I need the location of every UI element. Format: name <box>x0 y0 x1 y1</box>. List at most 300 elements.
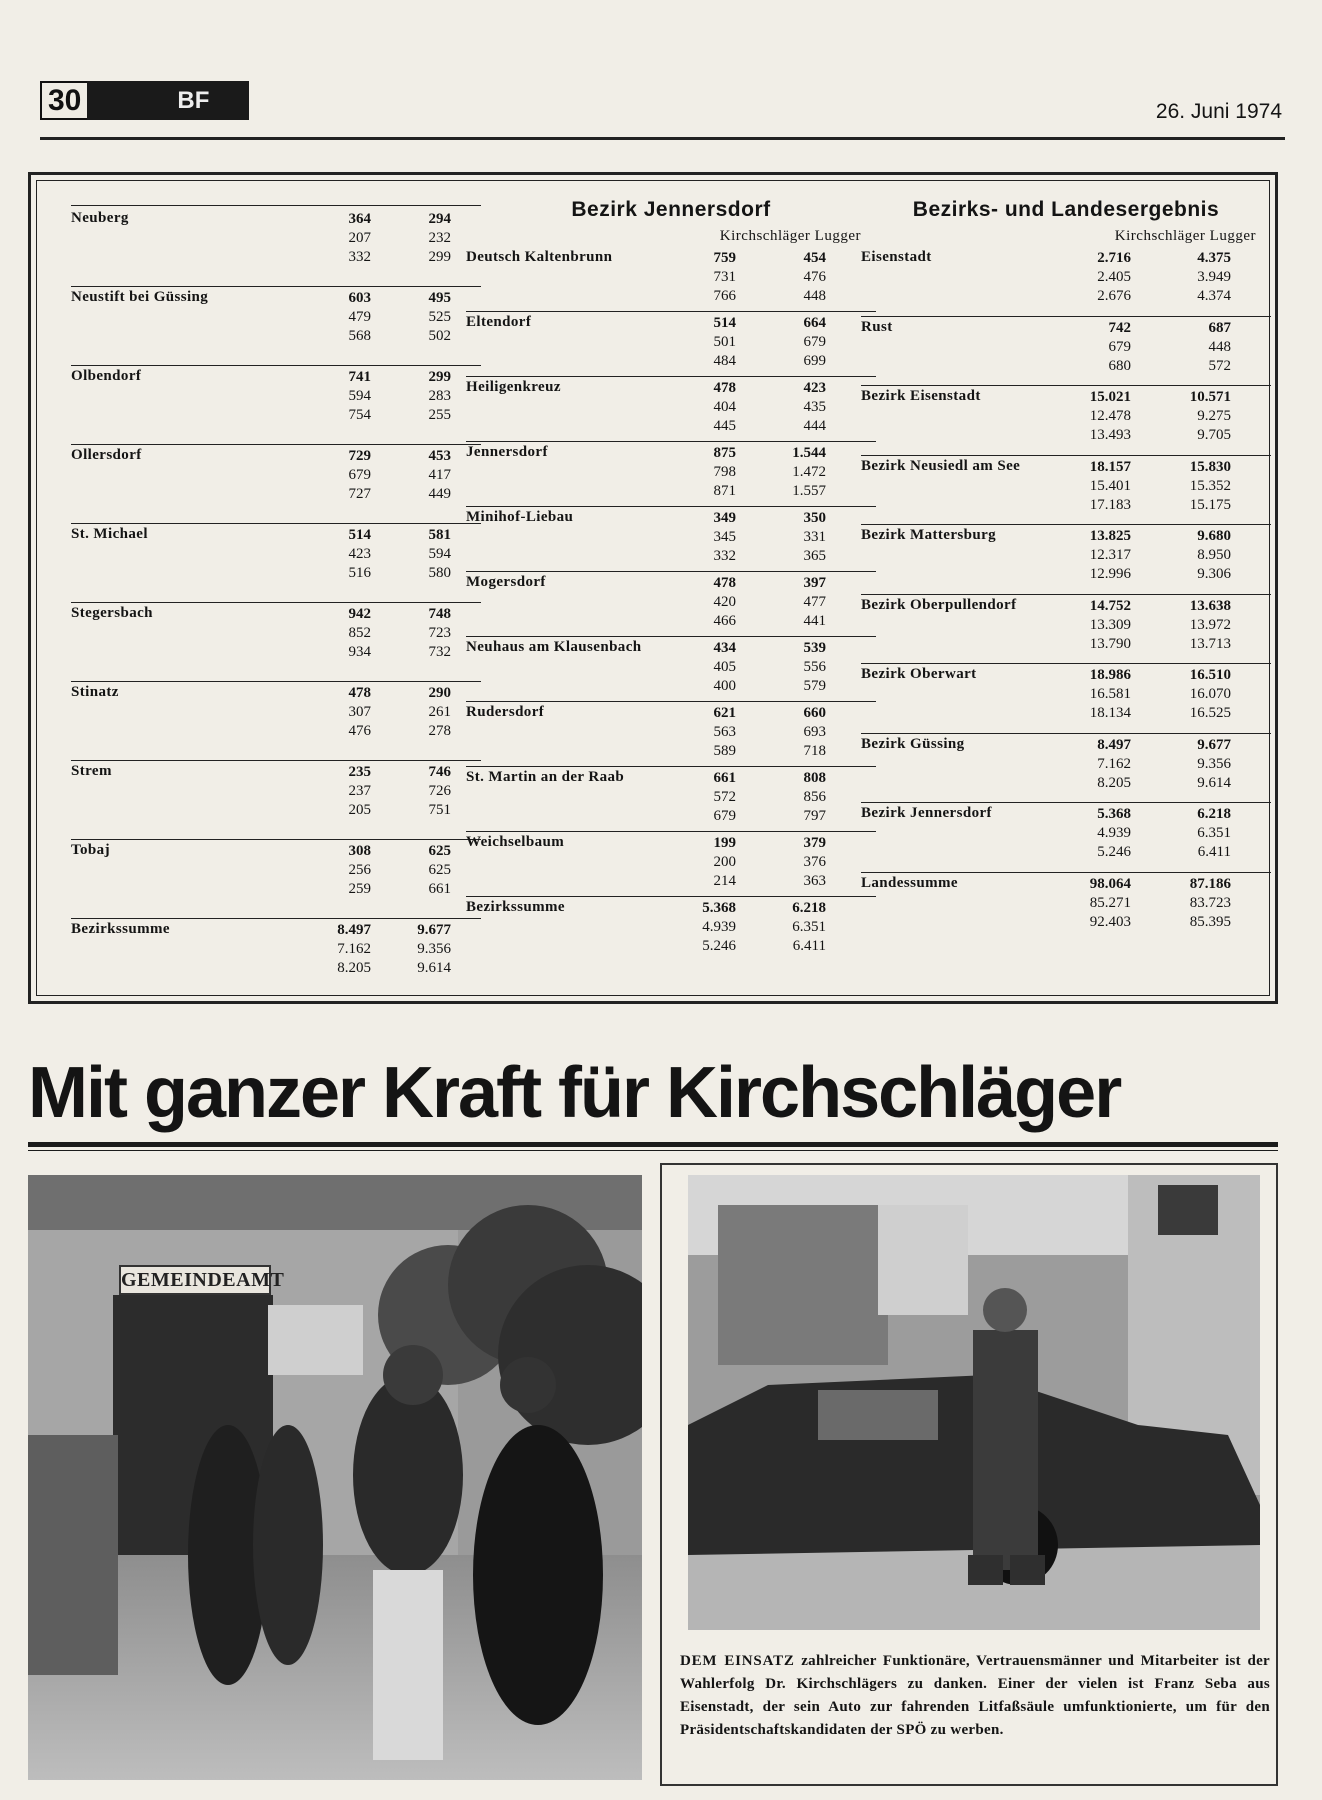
kirchschlaeger-votes <box>676 249 736 306</box>
kirchschlaeger-votes <box>1071 805 1131 862</box>
section-label: BF <box>87 81 249 120</box>
table-row <box>71 919 481 998</box>
vote-value: 397 <box>803 575 826 591</box>
place-name: Bezirk Eisenstadt <box>861 388 981 404</box>
vote-value: 376 <box>803 854 826 870</box>
photo-campaign-car <box>688 1175 1260 1630</box>
place-name: Bezirk Oberpullendorf <box>861 596 1017 613</box>
table-row <box>861 386 1271 456</box>
vote-value: 479 <box>348 309 371 325</box>
vote-value: 379 <box>803 835 826 851</box>
lugger-votes <box>391 447 451 504</box>
place-name: Deutsch Kaltenbrunn <box>466 249 613 265</box>
vote-value: 15.830 <box>1189 458 1231 475</box>
vote-value: 2.676 <box>1097 288 1131 304</box>
vote-value: 748 <box>428 606 451 622</box>
vote-value: 85.271 <box>1089 894 1131 911</box>
vote-value: 478 <box>713 575 736 591</box>
kirchschlaeger-votes <box>311 289 371 346</box>
vote-value: 856 <box>803 789 826 805</box>
vote-value: 516 <box>348 565 371 581</box>
vote-value: 12.317 <box>1089 547 1131 563</box>
vote-value: 15.175 <box>1189 496 1231 513</box>
vote-value: 17.183 <box>1089 496 1131 513</box>
caption-lead: DEM EINSATZ <box>680 1653 795 1669</box>
vote-value: 502 <box>428 328 451 344</box>
results-column-jennersdorf <box>466 195 876 962</box>
vote-value: 200 <box>713 854 736 870</box>
vote-value: 9.356 <box>1197 755 1231 772</box>
vote-value: 581 <box>428 527 451 543</box>
place-name: Olbendorf <box>71 368 142 384</box>
lugger-votes <box>766 574 826 631</box>
vote-value: 625 <box>428 862 451 878</box>
vote-value: 417 <box>428 467 451 483</box>
place-name: St. Martin an der Raab <box>466 769 625 785</box>
kirchschlaeger-votes <box>311 605 371 662</box>
photo-campaign-car-image <box>688 1175 1260 1630</box>
vote-value: 232 <box>428 230 451 246</box>
table-row <box>466 572 876 637</box>
table-row <box>861 317 1271 387</box>
vote-value: 1.472 <box>792 464 826 480</box>
place-name: Bezirkssumme <box>466 899 565 915</box>
table-row <box>466 377 876 442</box>
vote-value: 259 <box>348 881 371 897</box>
vote-value: 365 <box>803 548 826 564</box>
issue-date: 26. Juni 1974 <box>1155 100 1282 123</box>
header-rule <box>40 137 1285 140</box>
kirchschlaeger-votes <box>1071 458 1131 515</box>
vote-value: 2.716 <box>1097 250 1131 266</box>
vote-value: 4.375 <box>1197 250 1231 266</box>
vote-value: 331 <box>803 529 826 545</box>
vote-value: 525 <box>428 309 451 325</box>
lugger-votes <box>391 210 451 267</box>
vote-value: 476 <box>348 723 371 739</box>
lugger-votes <box>766 899 826 956</box>
vote-value: 8.205 <box>1097 774 1131 791</box>
vote-value: 679 <box>1108 338 1131 355</box>
kirchschlaeger-votes <box>676 379 736 436</box>
vote-value: 444 <box>803 418 826 434</box>
vote-value: 349 <box>713 510 736 526</box>
vote-value: 732 <box>428 644 451 660</box>
vote-value: 9.677 <box>1197 736 1231 753</box>
vote-value: 423 <box>348 546 371 562</box>
lugger-votes <box>766 509 826 566</box>
place-name: Weichselbaum <box>466 834 565 850</box>
table-row <box>466 832 876 897</box>
table-row <box>861 734 1271 804</box>
kirchschlaeger-votes <box>676 899 736 956</box>
kirchschlaeger-votes <box>311 210 371 267</box>
kirchschlaeger-votes <box>676 509 736 566</box>
vote-value: 420 <box>713 594 736 610</box>
vote-value: 283 <box>428 388 451 404</box>
vote-value: 9.306 <box>1197 566 1231 582</box>
table-row <box>71 840 481 919</box>
vote-value: 603 <box>348 290 371 306</box>
lugger-votes <box>391 289 451 346</box>
vote-value: 625 <box>428 843 451 859</box>
vote-value: 435 <box>803 399 826 415</box>
photo-caption <box>680 1650 1270 1742</box>
vote-value: 723 <box>428 625 451 641</box>
kirchschlaeger-votes <box>1071 736 1131 793</box>
lugger-votes <box>1171 805 1231 862</box>
place-name: Rudersdorf <box>466 704 545 720</box>
vote-value: 731 <box>713 269 736 285</box>
vote-value: 741 <box>348 369 371 385</box>
table-row <box>71 682 481 761</box>
vote-value: 85.395 <box>1189 913 1231 930</box>
vote-value: 572 <box>1208 357 1231 374</box>
place-name: Stegersbach <box>71 605 153 621</box>
table-row <box>861 456 1271 526</box>
vote-value: 18.157 <box>1089 458 1131 475</box>
kirchschlaeger-votes <box>1071 388 1131 445</box>
vote-value: 621 <box>713 705 736 721</box>
kirchschlaeger-votes <box>311 842 371 899</box>
kirchschlaeger-votes <box>1071 597 1131 654</box>
table-row <box>466 702 876 767</box>
vote-value: 255 <box>428 407 451 423</box>
table-row <box>466 767 876 832</box>
lugger-votes <box>391 684 451 741</box>
kirchschlaeger-votes <box>311 526 371 583</box>
vote-value: 495 <box>428 290 451 306</box>
kirchschlaeger-votes <box>311 368 371 425</box>
lugger-votes <box>766 249 826 306</box>
kirchschlaeger-votes <box>1071 666 1131 723</box>
table-row <box>71 445 481 524</box>
vote-value: 484 <box>713 353 736 369</box>
vote-value: 9.705 <box>1197 427 1231 443</box>
vote-value: 6.218 <box>792 900 826 916</box>
vote-value: 942 <box>348 606 371 622</box>
vote-value: 478 <box>713 380 736 396</box>
vote-value: 18.986 <box>1089 667 1131 683</box>
vote-value: 594 <box>428 546 451 562</box>
place-name: Heiligenkreuz <box>466 379 561 395</box>
vote-value: 14.752 <box>1089 597 1131 614</box>
place-name: Bezirk Neusiedl am See <box>861 457 1021 474</box>
vote-value: 332 <box>348 249 371 265</box>
table-row <box>861 803 1271 873</box>
kirchschlaeger-votes <box>311 447 371 504</box>
vote-value: 699 <box>803 353 826 369</box>
lugger-votes <box>1171 249 1231 306</box>
vote-value: 589 <box>713 743 736 759</box>
lugger-votes <box>391 842 451 899</box>
vote-value: 445 <box>713 418 736 434</box>
vote-value: 766 <box>713 288 736 304</box>
vote-value: 6.411 <box>1197 844 1231 860</box>
vote-value: 661 <box>713 770 736 786</box>
vote-value: 16.525 <box>1189 705 1231 721</box>
vote-value: 15.401 <box>1089 477 1131 494</box>
vote-value: 7.162 <box>1097 755 1131 772</box>
vote-value: 501 <box>713 334 736 350</box>
vote-value: 661 <box>428 881 451 897</box>
vote-value: 299 <box>428 249 451 265</box>
vote-value: 12.478 <box>1089 408 1131 424</box>
vote-value: 9.680 <box>1197 528 1231 544</box>
vote-value: 87.186 <box>1189 875 1231 892</box>
kirchschlaeger-votes <box>676 704 736 761</box>
table-row <box>466 247 876 312</box>
vote-value: 2.405 <box>1097 269 1131 285</box>
kirchschlaeger-votes <box>676 444 736 501</box>
results-column-guessing <box>71 195 481 998</box>
lugger-votes <box>391 763 451 820</box>
place-name: Jennersdorf <box>466 444 548 460</box>
lugger-votes <box>766 639 826 696</box>
vote-value: 1.557 <box>792 483 826 499</box>
vote-value: 404 <box>713 399 736 415</box>
vote-value: 400 <box>713 678 736 694</box>
table-row <box>861 664 1271 734</box>
vote-value: 7.162 <box>337 941 371 957</box>
place-name: Bezirk Jennersdorf <box>861 805 992 821</box>
kirchschlaeger-votes <box>676 574 736 631</box>
vote-value: 9.275 <box>1197 408 1231 424</box>
table-row <box>466 442 876 507</box>
lugger-votes <box>766 834 826 891</box>
vote-value: 294 <box>428 211 451 227</box>
vote-value: 10.571 <box>1189 389 1231 405</box>
page-number-block <box>40 81 249 120</box>
vote-value: 13.972 <box>1189 616 1231 633</box>
vote-value: 423 <box>803 380 826 396</box>
table-row <box>466 897 876 962</box>
table-row <box>861 525 1271 595</box>
vote-value: 934 <box>348 644 371 660</box>
vote-value: 13.493 <box>1089 427 1131 443</box>
vote-value: 16.510 <box>1189 667 1231 683</box>
place-name: Bezirk Güssing <box>861 735 965 752</box>
vote-value: 18.134 <box>1089 705 1131 721</box>
vote-value: 539 <box>803 640 826 656</box>
vote-value: 660 <box>803 705 826 721</box>
vote-value: 308 <box>348 843 371 859</box>
place-name: Bezirk Mattersburg <box>861 527 997 543</box>
table-row <box>71 208 481 287</box>
kirchschlaeger-votes <box>1071 249 1131 306</box>
vote-value: 449 <box>428 486 451 502</box>
results-column-landesergebnis <box>861 195 1271 942</box>
kirchschlaeger-votes <box>676 314 736 371</box>
vote-value: 98.064 <box>1089 875 1131 892</box>
vote-value: 5.368 <box>1097 806 1131 822</box>
vote-value: 332 <box>713 548 736 564</box>
lugger-votes <box>1171 458 1231 515</box>
vote-value: 679 <box>713 808 736 824</box>
column-headers: Kirchschläger Lugger <box>1114 228 1256 244</box>
place-name: Mogersdorf <box>466 574 546 590</box>
vote-value: 729 <box>348 448 371 464</box>
vote-value: 5.246 <box>1097 844 1131 860</box>
vote-value: 9.356 <box>417 941 451 957</box>
vote-value: 742 <box>1108 319 1131 336</box>
vote-value: 514 <box>348 527 371 543</box>
vote-value: 693 <box>803 724 826 740</box>
vote-value: 466 <box>713 613 736 629</box>
lugger-votes <box>766 769 826 826</box>
place-name: Eisenstadt <box>861 249 932 265</box>
vote-value: 664 <box>803 315 826 331</box>
vote-value: 680 <box>1108 357 1131 374</box>
vote-value: 405 <box>713 659 736 675</box>
kirchschlaeger-votes <box>1071 527 1131 584</box>
vote-value: 727 <box>348 486 371 502</box>
lugger-votes <box>766 704 826 761</box>
vote-value: 9.614 <box>417 960 451 976</box>
photo-gemeindeamt <box>28 1175 642 1780</box>
vote-value: 13.825 <box>1089 528 1131 544</box>
table-row <box>71 287 481 366</box>
place-name: Neustift bei Güssing <box>71 289 209 305</box>
vote-value: 83.723 <box>1189 894 1231 911</box>
vote-value: 441 <box>803 613 826 629</box>
column-title: Bezirk Jennersdorf <box>571 198 771 221</box>
vote-value: 15.352 <box>1189 477 1231 494</box>
place-name: Tobaj <box>71 842 110 858</box>
place-name: Neuhaus am Klausenbach <box>466 639 642 655</box>
lugger-votes <box>1171 875 1231 932</box>
vote-value: 8.205 <box>337 960 371 976</box>
vote-value: 9.614 <box>1197 774 1231 791</box>
vote-value: 6.351 <box>792 919 826 935</box>
column-title: Bezirks- und Landesergebnis <box>912 198 1220 221</box>
column-headers: Kirchschläger Lugger <box>719 228 861 244</box>
place-name: Bezirkssumme <box>71 921 170 937</box>
vote-value: 556 <box>803 659 826 675</box>
place-name: Ollersdorf <box>71 447 142 463</box>
kirchschlaeger-votes <box>676 639 736 696</box>
vote-value: 13.309 <box>1089 616 1131 633</box>
place-name: Neuberg <box>71 210 129 226</box>
vote-value: 579 <box>803 678 826 694</box>
vote-value: 679 <box>348 467 371 483</box>
place-name: Minihof-Liebau <box>466 509 574 525</box>
vote-value: 679 <box>803 334 826 350</box>
lugger-votes <box>1171 597 1231 654</box>
vote-value: 477 <box>803 594 826 610</box>
table-row <box>861 873 1271 943</box>
table-row <box>861 595 1271 665</box>
place-name: Strem <box>71 763 112 779</box>
table-row <box>71 366 481 445</box>
vote-value: 751 <box>428 802 451 818</box>
vote-value: 6.218 <box>1197 806 1231 822</box>
column-top-rule <box>71 205 481 206</box>
lugger-votes <box>766 444 826 501</box>
vote-value: 726 <box>428 783 451 799</box>
table-row <box>466 312 876 377</box>
vote-value: 808 <box>803 770 826 786</box>
vote-value: 12.996 <box>1089 566 1131 582</box>
kirchschlaeger-votes <box>1071 875 1131 932</box>
vote-value: 8.950 <box>1197 547 1231 563</box>
lugger-votes <box>1171 736 1231 793</box>
kirchschlaeger-votes <box>311 684 371 741</box>
vote-value: 4.939 <box>702 919 736 935</box>
vote-value: 594 <box>348 388 371 404</box>
vote-value: 307 <box>348 704 371 720</box>
lugger-votes <box>766 314 826 371</box>
place-name: St. Michael <box>71 526 148 542</box>
caption-text: zahlreicher Funktionäre, Vertrauensmänner und Mitarbeiter ist der Wahlerfolg Dr. Kirchschlägers zu danken. Einer der vielen ist Franz Seba aus Eisenstadt, der sein Auto zur fahrenden Litfaßsäule umfunktionierte, um für den Präsidentschaftskandidaten der SPÖ zu werben. <box>680 1653 1270 1738</box>
vote-value: 13.713 <box>1189 635 1231 652</box>
lugger-votes <box>1171 319 1231 376</box>
vote-value: 6.411 <box>792 938 826 954</box>
table-row <box>71 761 481 840</box>
vote-value: 92.403 <box>1089 913 1131 930</box>
vote-value: 205 <box>348 802 371 818</box>
vote-value: 9.677 <box>417 922 451 938</box>
vote-value: 278 <box>428 723 451 739</box>
vote-value: 5.368 <box>702 900 736 916</box>
vote-value: 580 <box>428 565 451 581</box>
vote-value: 3.949 <box>1197 269 1231 285</box>
vote-value: 4.939 <box>1097 825 1131 841</box>
vote-value: 759 <box>713 250 736 266</box>
vote-value: 568 <box>348 328 371 344</box>
vote-value: 8.497 <box>1097 736 1131 753</box>
vote-value: 797 <box>803 808 826 824</box>
vote-value: 4.374 <box>1197 288 1231 304</box>
lugger-votes <box>391 368 451 425</box>
vote-value: 572 <box>713 789 736 805</box>
results-table <box>28 172 1278 1004</box>
vote-value: 478 <box>348 685 371 701</box>
kirchschlaeger-votes <box>1071 319 1131 376</box>
vote-value: 453 <box>428 448 451 464</box>
vote-value: 746 <box>428 764 451 780</box>
headline-rule <box>28 1142 1278 1147</box>
lugger-votes <box>1171 527 1231 584</box>
vote-value: 6.351 <box>1197 825 1231 841</box>
vote-value: 13.638 <box>1189 597 1231 614</box>
vote-value: 15.021 <box>1089 389 1131 405</box>
place-name: Eltendorf <box>466 314 532 330</box>
vote-value: 875 <box>713 445 736 461</box>
vote-value: 214 <box>713 873 736 889</box>
kirchschlaeger-votes <box>676 769 736 826</box>
vote-value: 237 <box>348 783 371 799</box>
vote-value: 563 <box>713 724 736 740</box>
table-row <box>861 247 1271 317</box>
table-row <box>71 603 481 682</box>
place-name: Stinatz <box>71 684 119 700</box>
kirchschlaeger-votes <box>311 763 371 820</box>
place-name: Landessumme <box>861 874 958 891</box>
page-number: 30 <box>40 81 87 120</box>
vote-value: 754 <box>348 407 371 423</box>
vote-value: 261 <box>428 704 451 720</box>
table-row <box>466 637 876 702</box>
vote-value: 16.070 <box>1189 686 1231 702</box>
vote-value: 290 <box>428 685 451 701</box>
lugger-votes <box>766 379 826 436</box>
vote-value: 235 <box>348 764 371 780</box>
vote-value: 350 <box>803 510 826 526</box>
vote-value: 8.497 <box>337 922 371 938</box>
vote-value: 199 <box>713 835 736 851</box>
lugger-votes <box>1171 666 1231 723</box>
